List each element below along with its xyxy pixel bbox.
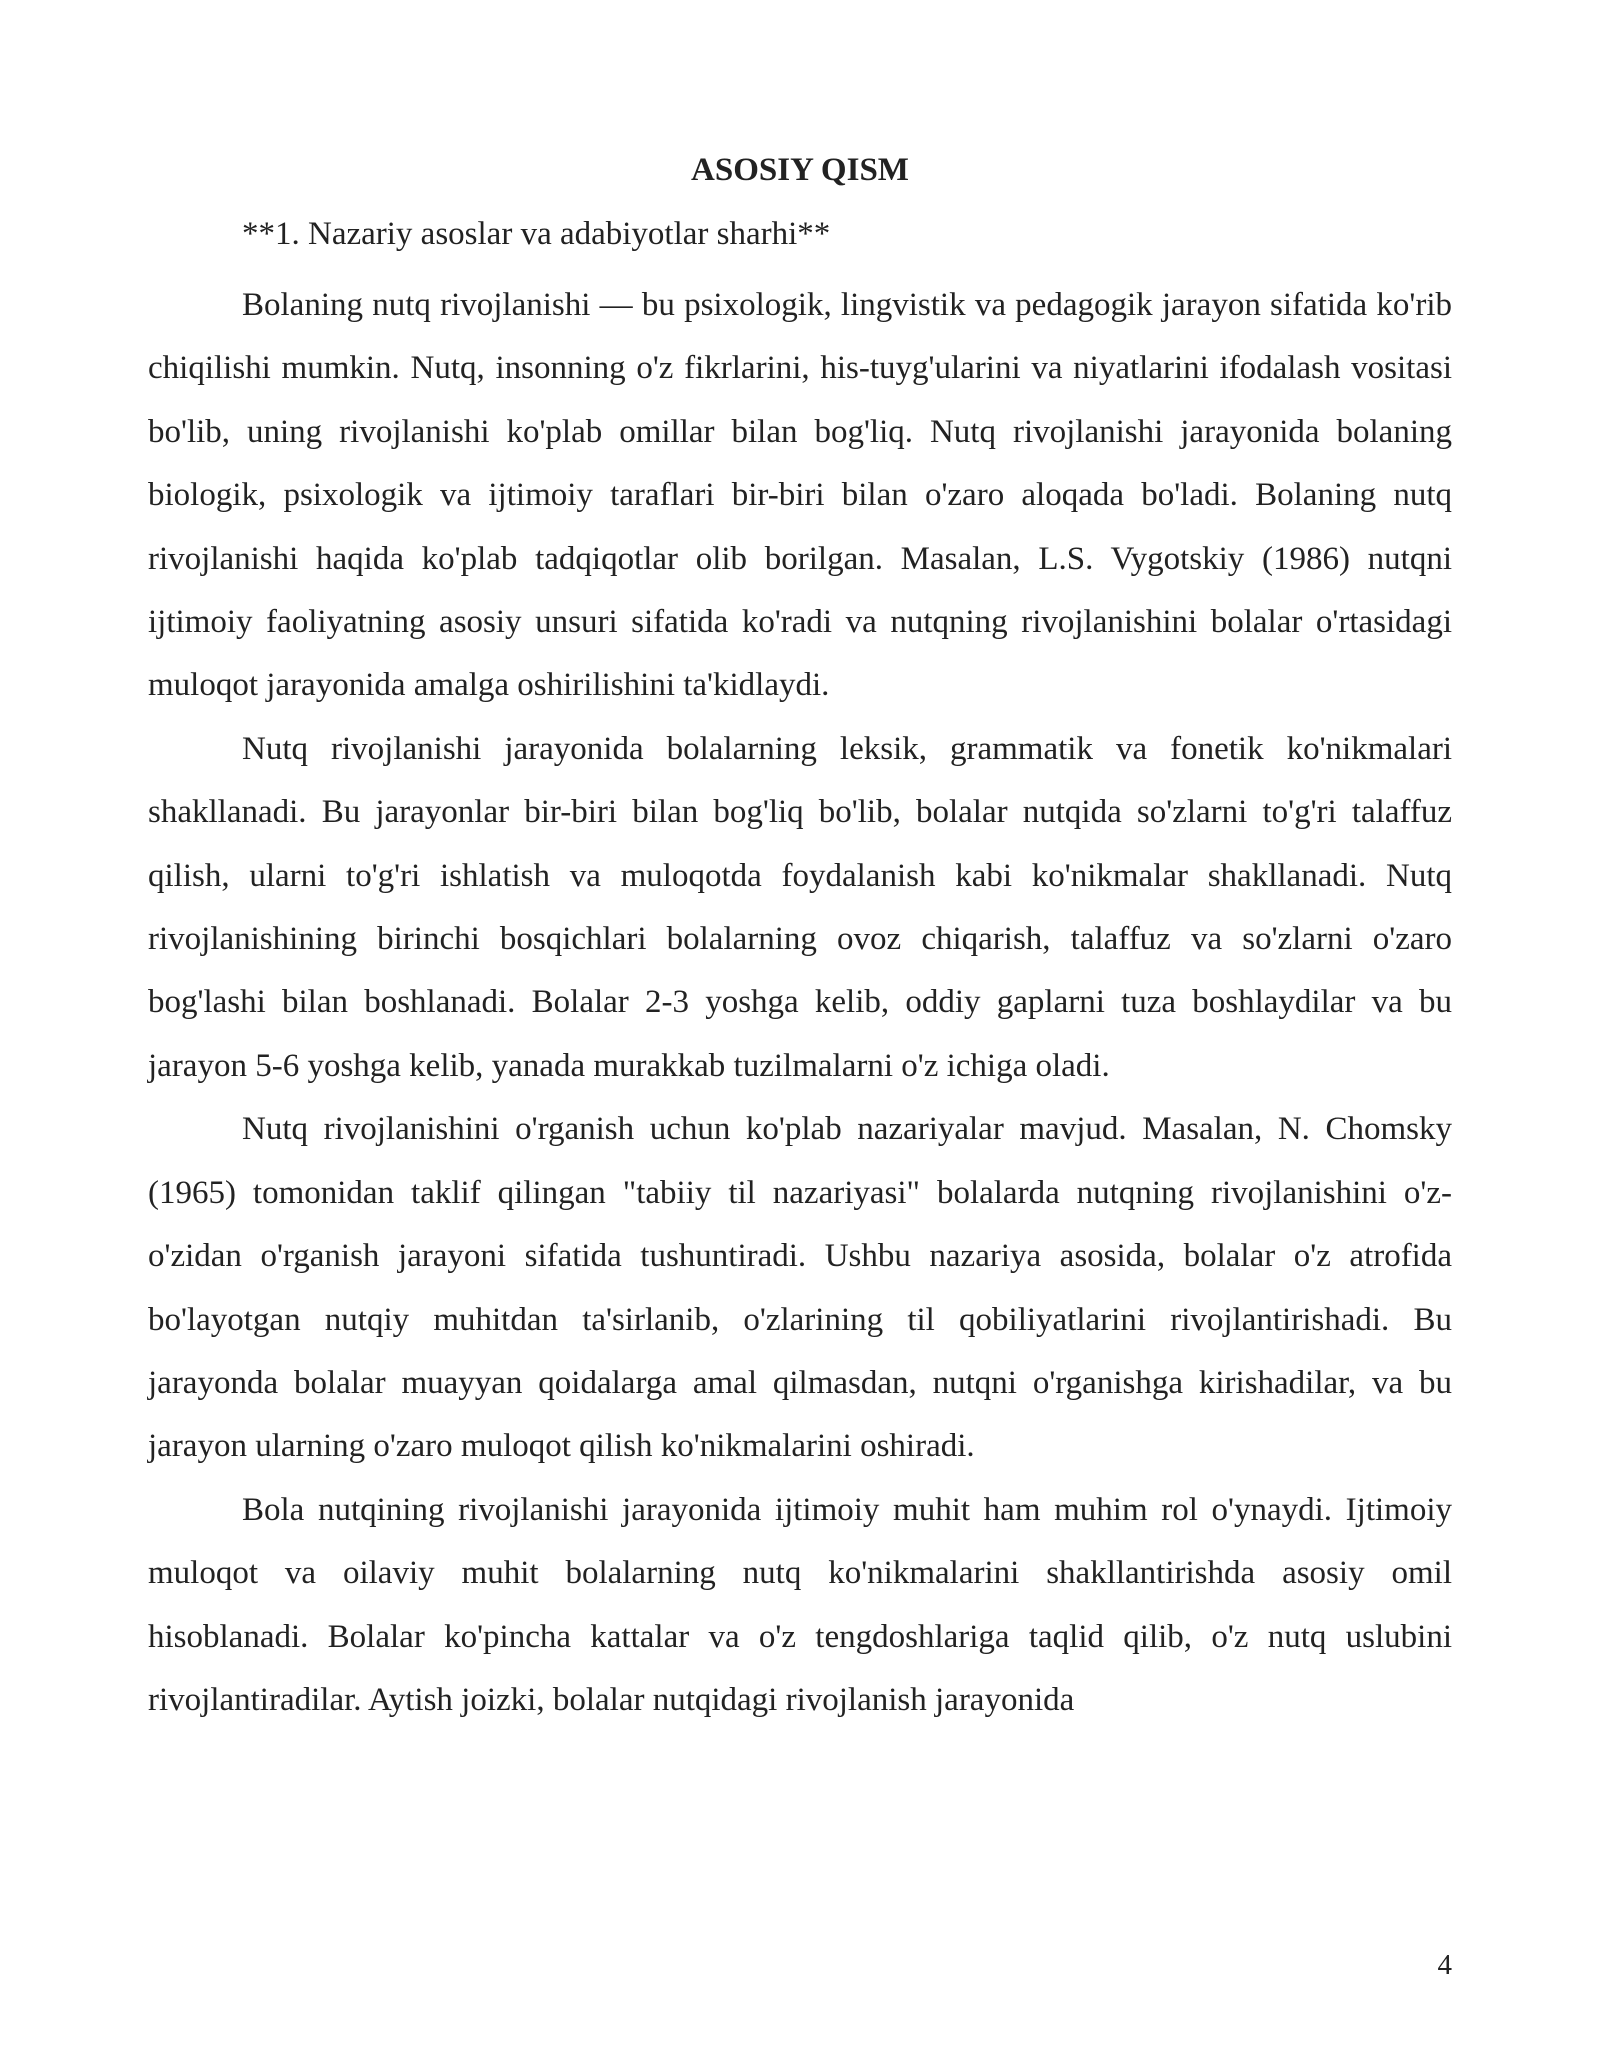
page-number: 4 <box>1437 1949 1452 1981</box>
paragraph-3: Nutq rivojlanishini o'rganish uchun ko'plab nazariyalar mavjud. Masalan, N. Chomsky (1965) tomonidan taklif qilingan "tabiiy til nazariyasi" bolalarda nutqning rivojlanishini o'z-o'zidan o'rganish jarayoni sifatida tushuntiradi. Ushbu nazariya asosida, bolalar o'z atrofida bo'layotgan nutqiy muhitdan ta'sirlanib, o'zlarining til qobiliyatlarini rivojlantirishadi. Bu jarayonda bolalar muayyan qoidalarga amal qilmasdan, nutqni o'rganishga kirishadilar, va bu jarayon ularning o'zaro muloqot qilish ko'nikmalarini oshiradi. <box>148 1111 1452 1465</box>
paragraph-4: Bola nutqining rivojlanishi jarayonida ijtimoiy muhit ham muhim rol o'ynaydi. Ijtimoiy muloqot va oilaviy muhit bolalarning nutq ko'nikmalarini shakllantirishda asosiy omil hisoblanadi. Bolalar ko'pincha kattalar va o'z tengdoshlariga taqlid qilib, o'z nutq uslubini rivojlantiradilar. Aytish joizki, bolalar nutqidagi rivojlanish jarayonida <box>148 1491 1452 1718</box>
subsection-heading: **1. Nazariy asoslar va adabiyotlar sharhi** <box>242 216 831 252</box>
page-content <box>148 148 1452 1732</box>
paragraph-1: Bolaning nutq rivojlanishi — bu psixologik, lingvistik va pedagogik jarayon sifatida ko'rib chiqilishi mumkin. Nutq, insonning o'z fikrlarini, his-tuyg'ularini va niyatlarini ifodalash vositasi bo'lib, uning rivojlanishi ko'plab omillar bilan bog'liq. Nutq rivojlanishi jarayonida bolaning biologik, psixologik va ijtimoiy taraflari bir-biri bilan o'zaro aloqada bo'ladi. Bolaning nutq rivojlanishi haqida ko'plab tadqiqotlar olib borilgan. Masalan, L.S. Vygotskiy (1986) nutqni ijtimoiy faoliyatning asosiy unsuri sifatida ko'radi va nutqning rivojlanishini bolalar o'rtasidagi muloqot jarayonida amalga oshirilishini ta'kidlaydi. <box>148 287 1452 704</box>
paragraph-2: Nutq rivojlanishi jarayonida bolalarning leksik, grammatik va fonetik ko'nikmalari shakllanadi. Bu jarayonlar bir-biri bilan bog'liq bo'lib, bolalar nutqida so'zlarni to'g'ri talaffuz qilish, ularni to'g'ri ishlatish va muloqotda foydalanish kabi ko'nikmalar shakllanadi. Nutq rivojlanishining birinchi bosqichlari bolalarning ovoz chiqarish, talaffuz va so'zlarni o'zaro bog'lashi bilan boshlanadi. Bolalar 2-3 yoshga kelib, oddiy gaplarni tuza boshlaydilar va bu jarayon 5-6 yoshga kelib, yanada murakkab tuzilmalarni o'z ichiga oladi. <box>148 730 1452 1084</box>
section-heading: ASOSIY QISM <box>691 152 909 188</box>
